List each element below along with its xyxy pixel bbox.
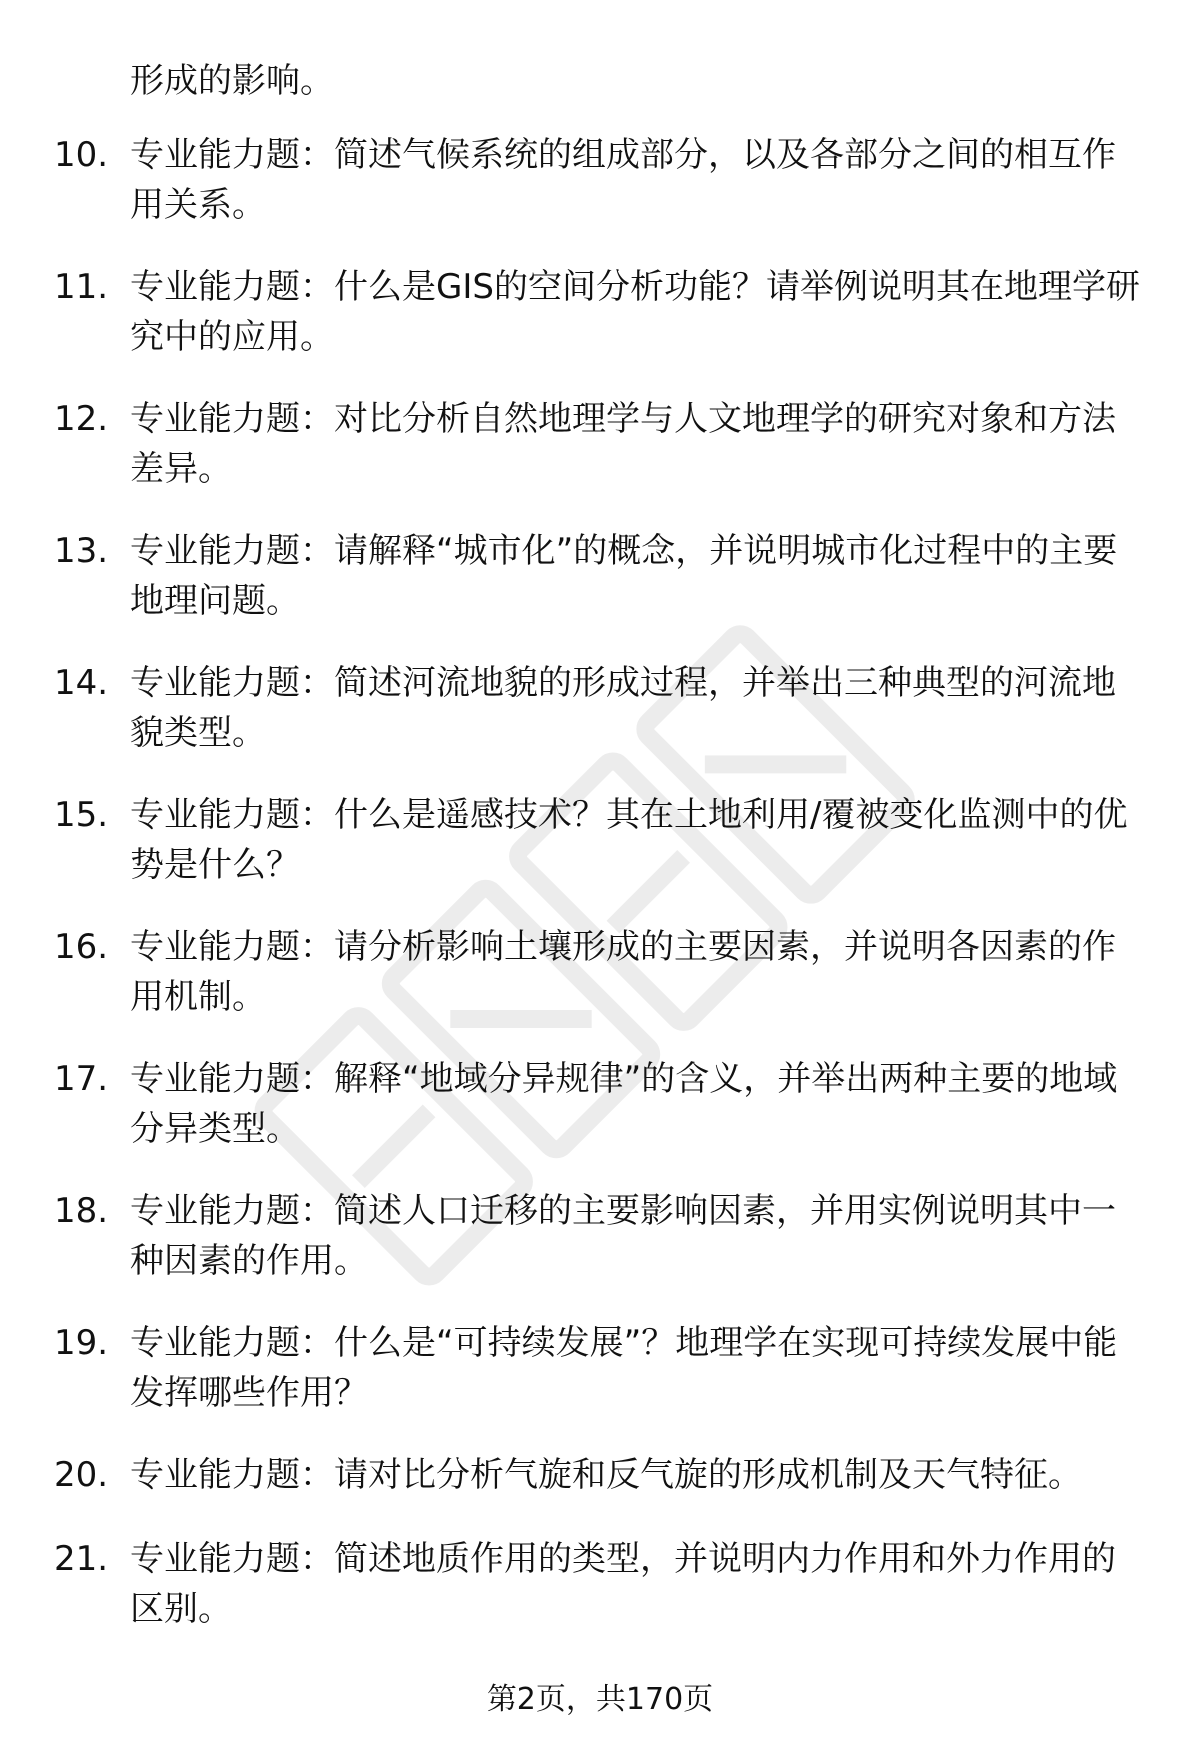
question-item xyxy=(54,1450,1154,1500)
question-text: 专业能力题：对比分析自然地理学与人文地理学的研究对象和方法差异。 xyxy=(130,399,1116,489)
question-number: 15. xyxy=(54,795,109,835)
question-number: 14. xyxy=(54,663,109,703)
question-item xyxy=(54,658,1154,758)
continued-text: 形成的影响。 xyxy=(130,61,334,101)
question-item xyxy=(54,526,1154,626)
question-text: 专业能力题：请对比分析气旋和反气旋的形成机制及天气特征。 xyxy=(130,1455,1082,1495)
question-number: 21. xyxy=(54,1539,109,1579)
question-number: 19. xyxy=(54,1323,109,1363)
question-number: 13. xyxy=(54,531,109,571)
question-text: 专业能力题：什么是遥感技术？其在土地利用/覆被变化监测中的优势是什么？ xyxy=(130,795,1128,885)
question-number: 18. xyxy=(54,1191,109,1231)
question-item xyxy=(54,1534,1154,1634)
question-number: 10. xyxy=(54,135,109,175)
question-text: 专业能力题：简述人口迁移的主要影响因素，并用实例说明其中一种因素的作用。 xyxy=(130,1191,1116,1281)
question-text: 专业能力题：简述地质作用的类型，并说明内力作用和外力作用的区别。 xyxy=(130,1539,1116,1629)
question-number: 11. xyxy=(54,267,109,307)
question-text: 专业能力题：什么是GIS的空间分析功能？请举例说明其在地理学研究中的应用。 xyxy=(130,267,1140,357)
question-text: 专业能力题：简述河流地貌的形成过程，并举出三种典型的河流地貌类型。 xyxy=(130,663,1116,753)
question-number: 20. xyxy=(54,1455,109,1495)
question-text: 专业能力题：请分析影响土壤形成的主要因素，并说明各因素的作用机制。 xyxy=(130,927,1116,1017)
question-text: 专业能力题：简述气候系统的组成部分，以及各部分之间的相互作用关系。 xyxy=(130,135,1116,225)
question-item xyxy=(54,130,1154,230)
question-item xyxy=(54,790,1154,890)
question-item xyxy=(54,262,1154,362)
question-text: 专业能力题：请解释“城市化”的概念，并说明城市化过程中的主要地理问题。 xyxy=(130,531,1118,621)
question-text: 专业能力题：解释“地域分异规律”的含义，并举出两种主要的地域分异类型。 xyxy=(130,1059,1118,1149)
question-number: 16. xyxy=(54,927,109,967)
question-text: 专业能力题：什么是“可持续发展”？地理学在实现可持续发展中能发挥哪些作用？ xyxy=(130,1323,1118,1413)
question-item xyxy=(54,1186,1154,1286)
question-item xyxy=(54,1054,1154,1154)
question-number: 12. xyxy=(54,399,109,439)
page-footer: 第2页，共170页 xyxy=(486,1682,714,1717)
question-number: 17. xyxy=(54,1059,109,1099)
question-item xyxy=(54,922,1154,1022)
question-item xyxy=(54,394,1154,494)
question-item xyxy=(54,1318,1154,1418)
